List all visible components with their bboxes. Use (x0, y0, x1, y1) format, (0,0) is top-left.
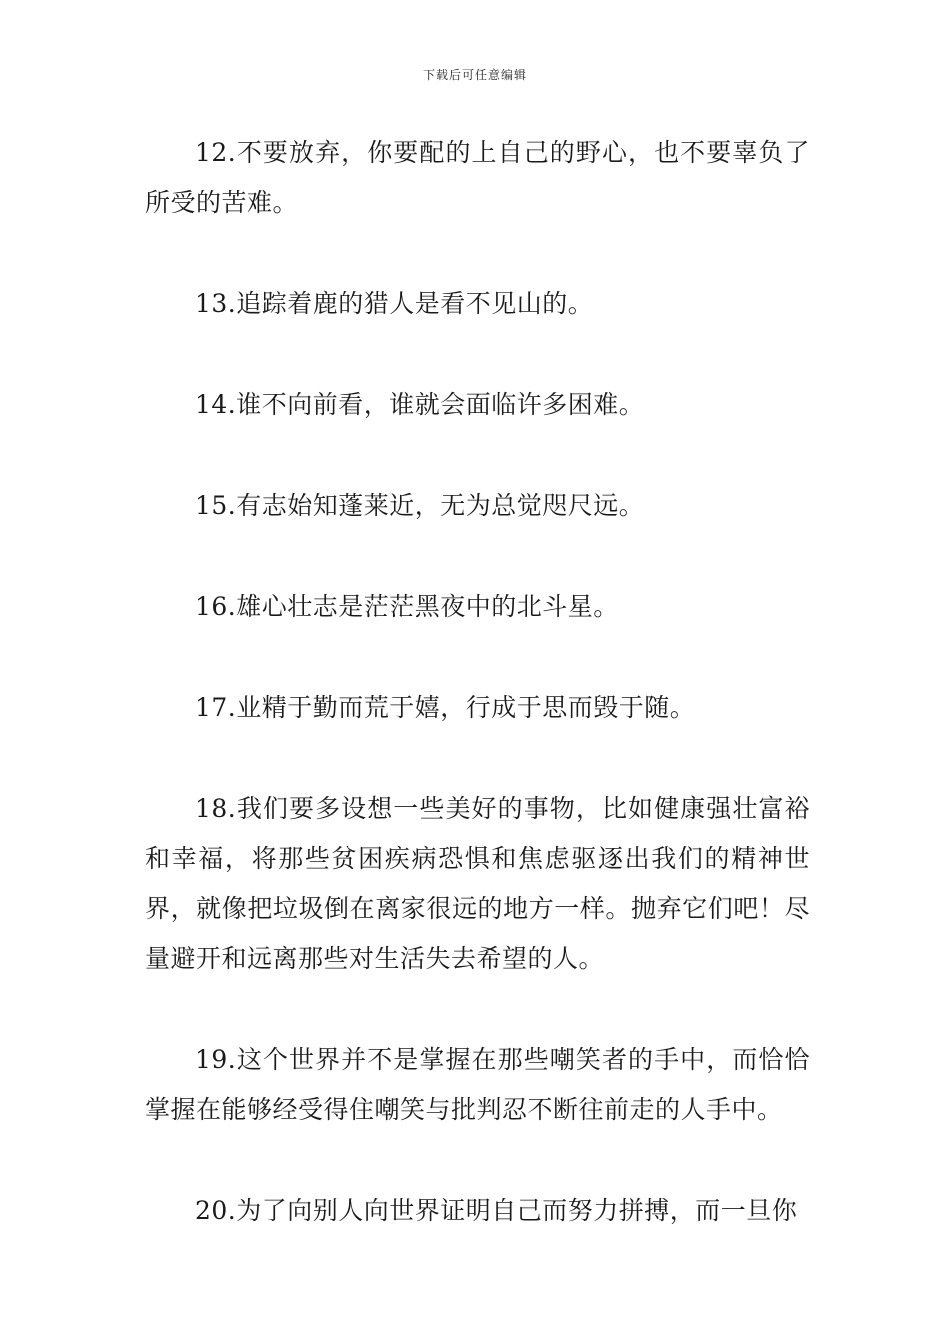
document-body (145, 128, 810, 1236)
paragraph-19: 19.这个世界并不是掌握在那些嘲笑者的手中，而恰恰掌握在能够经受得住嘲笑与批判忍不断往前走的人手中。 (145, 1045, 810, 1124)
paragraph-12: 12.不要放弃，你要配的上自己的野心，也不要辜负了所受的苦难。 (145, 138, 810, 217)
paragraph-13: 13.追踪着鹿的猎人是看不见山的。 (195, 289, 594, 318)
paragraph-17: 17.业精于勤而荒于嬉，行成于思而毁于随。 (195, 693, 696, 722)
paragraph-16: 16.雄心壮志是茫茫黑夜中的北斗星。 (195, 592, 619, 621)
paragraph-15: 15.有志始知蓬莱近，无为总觉咫尺远。 (195, 491, 645, 520)
paragraph-18: 18.我们要多设想一些美好的事物，比如健康强壮富裕和幸福，将那些贫困疾病恐惧和焦虑驱逐出我们的精神世界，就像把垃圾倒在离家很远的地方一样。抛弃它们吧！尽量避开和远离那些对生活失去希望的人。 (145, 794, 810, 973)
paragraph-14: 14.谁不向前看，谁就会面临许多困难。 (195, 390, 645, 419)
page-header: 下载后可任意编辑 (422, 68, 527, 82)
paragraph-20: 20.为了向别人向世界证明自己而努力拼搏，而一旦你 (195, 1196, 798, 1225)
